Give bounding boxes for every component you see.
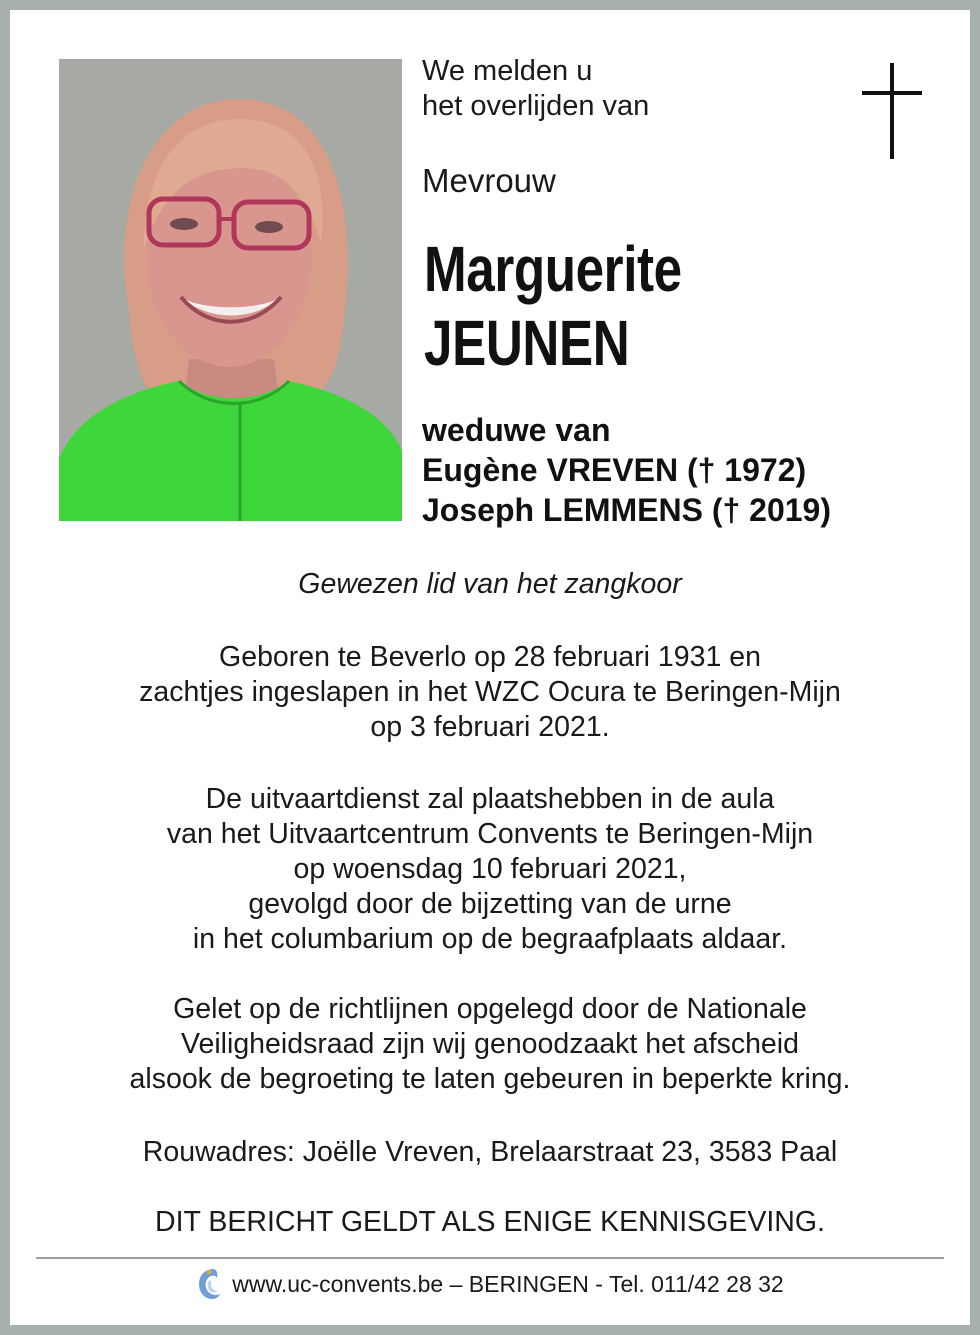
tagline-text: Gewezen lid van het zangkoor xyxy=(298,568,682,600)
restrictions-paragraph xyxy=(10,992,970,1097)
paragraph-line: Gelet op de richtlijnen opgelegd door de Nationale xyxy=(173,993,807,1025)
last-name: JEUNEN xyxy=(424,307,630,379)
intro-line-1: We melden u xyxy=(422,55,593,87)
footer-divider xyxy=(36,1257,944,1259)
cross-icon xyxy=(862,63,922,159)
portrait-photo xyxy=(59,59,402,521)
paragraph-line: De uitvaartdienst zal plaatshebben in de aula xyxy=(205,783,775,815)
closing-notice xyxy=(10,1205,970,1240)
intro-line-2: het overlijden van xyxy=(422,90,650,122)
address-text: Rouwadres: Joëlle Vreven, Brelaarstraat 23, 3583 Paal xyxy=(142,1136,838,1168)
footer-contact: www.uc-convents.be – BERINGEN - Tel. 011/42 28 32 xyxy=(232,1271,784,1297)
spouse-1: Eugène VREVEN († 1972) xyxy=(422,452,807,488)
honorific-title: Mevrouw xyxy=(422,162,556,199)
paragraph-line: Veiligheidsraad zijn wij genoodzaakt het afscheid xyxy=(181,1028,799,1060)
first-name: Marguerite xyxy=(424,233,682,305)
paragraph-line: van het Uitvaartcentrum Convents te Beringen-Mijn xyxy=(166,818,814,850)
funeral-home-logo-icon xyxy=(196,1266,222,1302)
deceased-name xyxy=(424,232,682,380)
paragraph-line: Geboren te Beverlo op 28 februari 1931 en xyxy=(219,641,761,673)
paragraph-line: zachtjes ingeslapen in het WZC Ocura te Beringen-Mijn xyxy=(139,676,841,708)
spouse-2: Joseph LEMMENS († 2019) xyxy=(422,492,831,528)
mourning-address xyxy=(10,1135,970,1170)
widow-of-block xyxy=(422,410,831,530)
footer xyxy=(10,1266,970,1302)
paragraph-line: op 3 februari 2021. xyxy=(370,711,610,743)
funeral-paragraph xyxy=(10,782,970,957)
widow-label: weduwe van xyxy=(422,412,611,448)
closing-text: DIT BERICHT GELDT ALS ENIGE KENNISGEVING. xyxy=(155,1206,825,1238)
paragraph-line: alsook de begroeting te laten gebeuren in beperkte kring. xyxy=(129,1063,851,1095)
paragraph-line: op woensdag 10 februari 2021, xyxy=(293,853,687,885)
birth-death-paragraph xyxy=(10,640,970,745)
paragraph-line: gevolgd door de bijzetting van de urne xyxy=(248,888,732,920)
intro-text xyxy=(422,54,649,124)
death-notice-card xyxy=(10,10,970,1325)
paragraph-line: in het columbarium op de begraafplaats aldaar. xyxy=(192,923,788,955)
tagline xyxy=(10,567,970,602)
